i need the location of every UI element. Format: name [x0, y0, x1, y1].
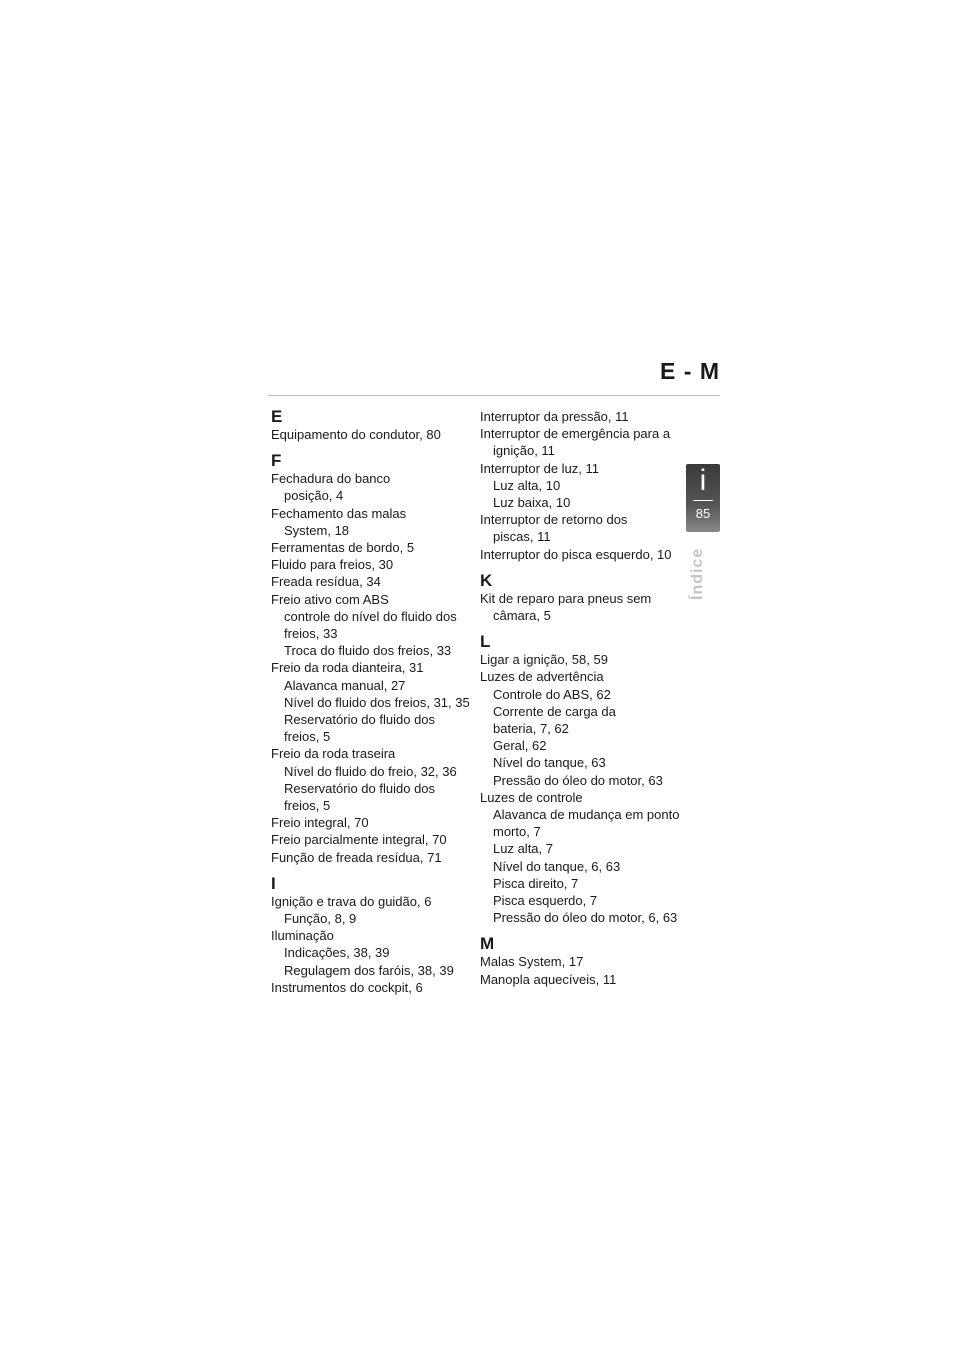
- tab-divider: [693, 500, 713, 501]
- index-entry: Kit de reparo para pneus sem: [480, 590, 652, 606]
- index-subentry: Indicações, 38, 39: [284, 945, 390, 961]
- index-subentry: Alavanca de mudança em ponto: [493, 807, 680, 823]
- index-subentry: Regulagem dos faróis, 38, 39: [284, 962, 454, 978]
- index-subentry: Controle do ABS, 62: [493, 686, 611, 702]
- index-subentry: Luz alta, 10: [493, 477, 561, 493]
- index-subentry: Pressão do óleo do motor, 6, 63: [493, 910, 678, 926]
- index-subentry: Reservatório do fluido dos: [284, 780, 436, 796]
- index-subentry: freios, 5: [284, 798, 331, 814]
- section-letter: M: [480, 934, 495, 954]
- index-entry: Iluminação: [271, 928, 334, 944]
- index-section: [480, 935, 690, 987]
- index-entry: Ferramentas de bordo, 5: [271, 540, 415, 556]
- index-subentry: morto, 7: [493, 824, 541, 840]
- index-subentry: System, 18: [284, 522, 350, 538]
- index-subentry: Luz baixa, 10: [493, 495, 571, 511]
- index-entry: Fluido para freios, 30: [271, 557, 394, 573]
- index-section: [480, 408, 690, 563]
- index-subentry: Corrente de carga da: [493, 703, 616, 719]
- index-entry: Luzes de advertência: [480, 669, 604, 685]
- index-entry: Fechamento das malas: [271, 505, 407, 521]
- index-subentry: freios, 33: [284, 626, 338, 642]
- index-column-left: [271, 408, 471, 1005]
- index-entry: Interruptor do pisca esquerdo, 10: [480, 546, 672, 562]
- index-section: [271, 875, 471, 996]
- section-label: Índice: [689, 547, 706, 600]
- index-subentry: câmara, 5: [493, 608, 551, 624]
- index-entry: Instrumentos do cockpit, 6: [271, 979, 423, 995]
- index-entry: Freio parcialmente integral, 70: [271, 832, 447, 848]
- index-section: [480, 633, 690, 926]
- index-subentry: ignição, 11: [493, 443, 555, 459]
- section-letter: L: [480, 632, 491, 652]
- index-subentry: piscas, 11: [493, 529, 551, 545]
- info-icon: i: [699, 464, 707, 497]
- index-entry: Luzes de controle: [480, 789, 583, 805]
- index-subentry: Pisca esquerdo, 7: [493, 893, 598, 909]
- index-tab: [686, 464, 720, 532]
- section-letter: K: [480, 570, 493, 590]
- index-column-right: [480, 408, 690, 997]
- index-entry: Interruptor da pressão, 11: [480, 409, 629, 424]
- index-section: [271, 408, 471, 443]
- index-entry: Ignição e trava do guidão, 6: [271, 893, 432, 909]
- header-divider: [268, 395, 720, 396]
- index-entry: Freio da roda dianteira, 31: [271, 660, 424, 676]
- index-entry: Interruptor de retorno dos: [480, 512, 628, 528]
- index-subentry: Nível do tanque, 63: [493, 755, 606, 771]
- index-entry: Fechadura do banco: [271, 471, 391, 487]
- index-entry: Freio da roda traseira: [271, 746, 396, 762]
- index-subentry: Nível do fluido dos freios, 31, 35: [284, 694, 470, 710]
- index-entry: Malas System, 17: [480, 954, 584, 970]
- index-entry: Freada resídua, 34: [271, 574, 381, 590]
- index-entry: Interruptor de luz, 11: [480, 460, 599, 476]
- index-subentry: Nível do tanque, 6, 63: [493, 858, 621, 874]
- index-section: [480, 572, 690, 624]
- index-subentry: Pressão do óleo do motor, 63: [493, 772, 663, 788]
- index-entry: Freio ativo com ABS: [271, 591, 389, 607]
- index-subentry: Função, 8, 9: [284, 911, 357, 927]
- page-title: E - M: [660, 358, 720, 384]
- index-subentry: Nível do fluido do freio, 32, 36: [284, 763, 457, 779]
- index-subentry: Luz alta, 7: [493, 841, 553, 857]
- index-subentry: bateria, 7, 62: [493, 721, 569, 737]
- index-section: [271, 452, 471, 866]
- section-letter: F: [271, 451, 282, 471]
- index-subentry: Reservatório do fluido dos: [284, 712, 436, 728]
- index-entry: Manopla aquecíveis, 11: [480, 971, 617, 987]
- section-letter: I: [271, 873, 276, 893]
- index-entry: Função de freada resídua, 71: [271, 849, 442, 865]
- index-subentry: posição, 4: [284, 488, 344, 504]
- index-entry: Equipamento do condutor, 80: [271, 427, 441, 442]
- index-subentry: freios, 5: [284, 729, 331, 745]
- index-subentry: Pisca direito, 7: [493, 875, 579, 891]
- index-entry: Interruptor de emergência para a: [480, 426, 671, 442]
- index-subentry: Troca do fluido dos freios, 33: [284, 643, 452, 659]
- index-entry: Freio integral, 70: [271, 815, 369, 831]
- section-letter: E: [271, 407, 283, 426]
- index-subentry: controle do nível do fluido dos: [284, 608, 457, 624]
- index-subentry: Geral, 62: [493, 738, 547, 754]
- page-number: 85: [695, 506, 711, 521]
- index-subentry: Alavanca manual, 27: [284, 677, 406, 693]
- index-entry: Ligar a ignição, 58, 59: [480, 652, 608, 668]
